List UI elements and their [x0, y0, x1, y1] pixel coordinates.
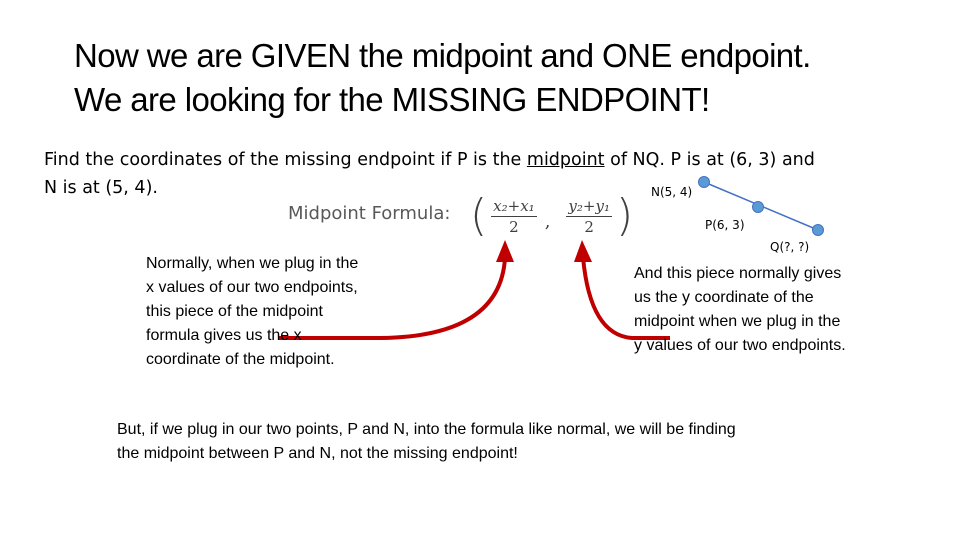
- left-note-line: x values of our two endpoints,: [146, 279, 358, 296]
- point-q: [813, 225, 824, 236]
- formula-label: Midpoint Formula:: [288, 203, 451, 224]
- y-denominator: 2: [584, 217, 594, 236]
- arrow-to-y-head: [574, 240, 592, 262]
- label-p: P(6, 3): [705, 218, 745, 232]
- y-numerator: y₂+y₁: [568, 196, 610, 215]
- left-note-line: Normally, when we plug in the: [146, 255, 359, 272]
- label-n: N(5, 4): [651, 185, 693, 199]
- x-denominator: 2: [509, 217, 519, 236]
- problem-text-a: Find the coordinates of the missing endpoint if P is the: [44, 150, 527, 170]
- formula-comma: ,: [544, 210, 551, 232]
- point-n: [699, 177, 710, 188]
- problem-text-b: of NQ. P is at (6, 3) and: [604, 150, 815, 170]
- left-note: [146, 252, 358, 372]
- midpoint-underlined: midpoint: [526, 150, 605, 170]
- bottom-note: [117, 418, 917, 466]
- bottom-note-line-1: But, if we plug in our two points, P and N, into the formula like normal, we will be finding: [117, 421, 736, 438]
- left-note-line: coordinate of the midpoint.: [146, 351, 335, 368]
- left-note-line: formula gives us the x: [146, 327, 302, 344]
- left-paren: (: [470, 190, 488, 241]
- point-p: [753, 202, 764, 213]
- arrow-to-x-head: [496, 240, 514, 262]
- problem-line-2: N is at (5, 4).: [44, 178, 158, 198]
- right-note-line: And this piece normally gives: [634, 265, 842, 282]
- right-note: [634, 262, 846, 358]
- label-q: Q(?, ?): [770, 240, 810, 254]
- right-paren: ): [615, 190, 634, 241]
- title-line-2: We are looking for the MISSING ENDPOINT!: [74, 81, 710, 118]
- title-line-1: Now we are GIVEN the midpoint and ONE endpoint.: [74, 37, 811, 74]
- left-note-line: this piece of the midpoint: [146, 303, 323, 320]
- x-numerator: x₂+x₁: [493, 196, 535, 215]
- right-note-line: midpoint when we plug in the: [634, 313, 841, 330]
- right-note-line: us the y coordinate of the: [634, 289, 814, 306]
- bottom-note-line-2: the midpoint between P and N, not the missing endpoint!: [117, 445, 518, 462]
- right-note-line: y values of our two endpoints.: [634, 337, 846, 354]
